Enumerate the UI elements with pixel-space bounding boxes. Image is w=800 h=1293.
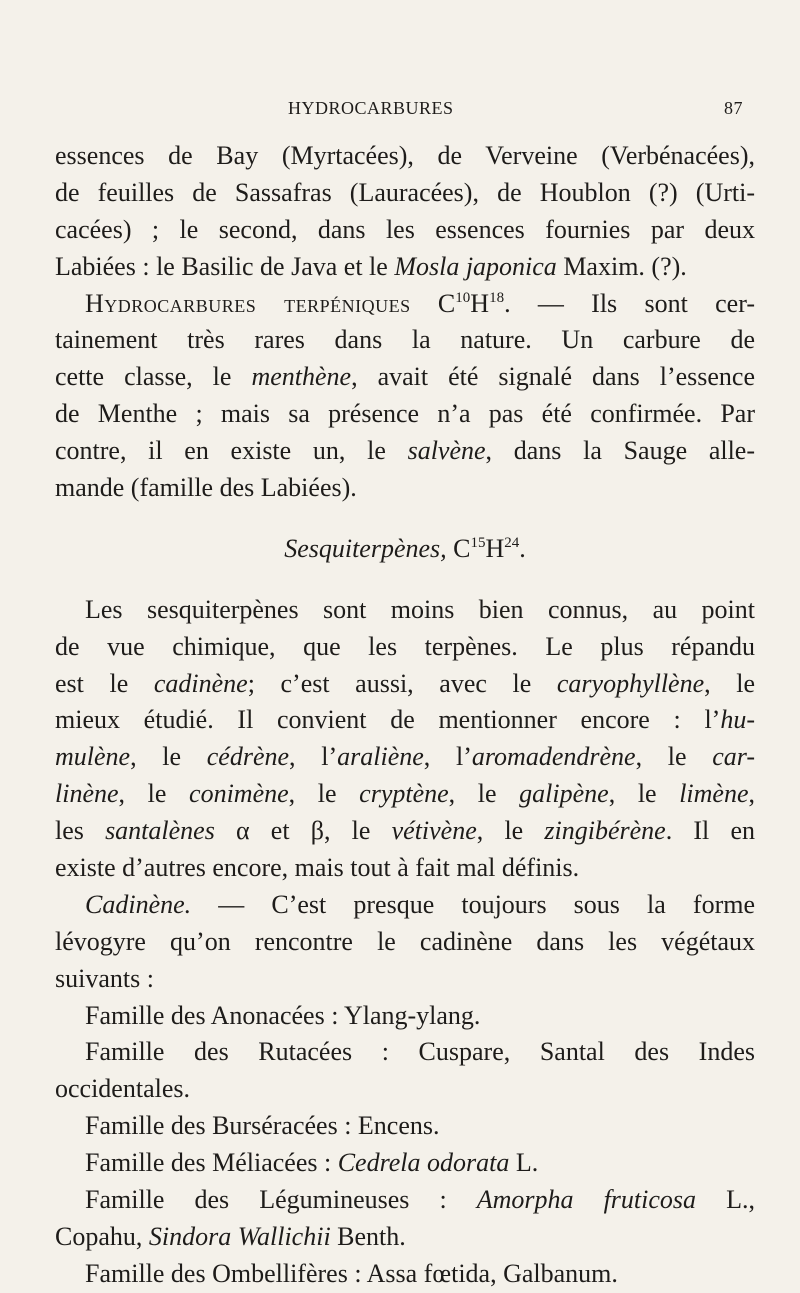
list-item: Famille des Anonacées : Ylang-ylang. xyxy=(85,1000,481,1030)
species-name: Mosla japonica xyxy=(394,251,557,281)
text-line: suivants : xyxy=(55,963,154,993)
text-line: cette classe, le menthène, avait été signalé dans l’essence xyxy=(55,362,755,392)
text-line: tainement très rares dans la nature. Un carbure de xyxy=(55,325,755,355)
text-line: mulène, le cédrène, l’araliène, l’aromadendrène, le car- xyxy=(55,742,755,772)
paragraph-continuation xyxy=(55,138,755,286)
subsection-run-in-heading: Cadinène. xyxy=(85,889,192,919)
page-number: 87 xyxy=(724,98,743,118)
text-line: de feuilles de Sassafras (Lauracées), de Houblon (?) (Urti- xyxy=(55,177,755,207)
text-line: est le cadinène; c’est aussi, avec le caryophyllène, le xyxy=(55,668,755,698)
running-title: HYDROCARBURES xyxy=(288,98,454,118)
paragraph-sesquiterpenes xyxy=(55,592,755,887)
text-line: cacées) ; le second, dans les essences fournies par deux xyxy=(55,214,755,244)
text-line: Hydrocarbures terpéniques $C^{10}H^{18}$. — Ils sont cer- xyxy=(85,288,755,318)
list-item-continuation: occidentales. xyxy=(55,1074,190,1104)
text-line: mieux étudié. Il convient de mentionner encore : l’hu- xyxy=(55,705,755,735)
list-item: Famille des Burséracées : Encens. xyxy=(85,1111,440,1141)
text-line: Cadinène. — C’est presque toujours sous la forme xyxy=(85,889,755,919)
text-line: mande (famille des Labiées). xyxy=(55,473,357,503)
running-header xyxy=(55,98,755,128)
text-line: existe d’autres encore, mais tout à fait mal définis. xyxy=(55,853,580,883)
text-line: linène, le conimène, le cryptène, le galipène, le limène, xyxy=(55,779,755,809)
page-body xyxy=(55,138,755,1293)
paragraph-terpenic-hydrocarbons xyxy=(55,286,755,507)
list-item: Famille des Méliacées : Cedrela odorata L. xyxy=(85,1148,539,1178)
section-run-in-heading: Hydrocarbures terpéniques xyxy=(85,288,411,318)
text-line: essences de Bay (Myrtacées), de Verveine (Verbénacées), xyxy=(55,141,755,170)
text-line: contre, il en existe un, le salvène, dans la Sauge alle- xyxy=(55,436,755,466)
list-item: Famille des Légumineuses : Amorpha fruticosa L., xyxy=(85,1185,755,1215)
list-item: Famille des Ombellifères : Assa fœtida, Galbanum. xyxy=(85,1258,618,1288)
text-line: Labiées : le Basilic de Java et le Mosla japonica Maxim. (?). xyxy=(55,251,687,281)
text-line: de Menthe ; mais sa présence n’a pas été confirmée. Par xyxy=(55,399,755,429)
list-item-continuation: Copahu, Sindora Wallichii Benth. xyxy=(55,1221,406,1251)
section-heading: Sesquiterpènes, $C^{15}H^{24}$. xyxy=(284,533,526,563)
text-line: les santalènes α et β, le vétivène, le zingibérène. Il en xyxy=(55,816,755,846)
paragraph-cadinene xyxy=(55,887,755,998)
family-list xyxy=(55,998,755,1293)
text-line: Les sesquiterpènes sont moins bien connus, au point xyxy=(85,594,755,624)
text-line: lévogyre qu’on rencontre le cadinène dans les végétaux xyxy=(55,926,755,956)
list-item: Famille des Rutacées : Cuspare, Santal des Indes xyxy=(85,1037,755,1067)
text-line: de vue chimique, que les terpènes. Le plus répandu xyxy=(55,631,755,661)
